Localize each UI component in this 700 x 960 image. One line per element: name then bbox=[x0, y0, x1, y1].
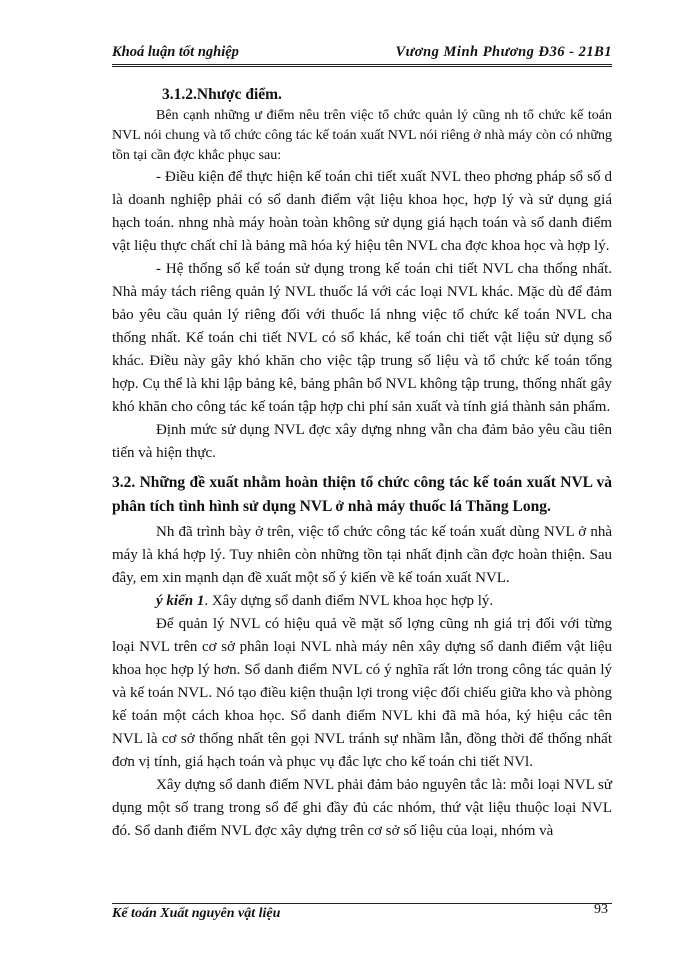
footer-title: Kế toán Xuất nguyên vật liệu bbox=[112, 906, 281, 921]
section-3-1-2-heading: 3.1.2.Nhược điểm. bbox=[162, 86, 282, 103]
footer-rule bbox=[112, 903, 612, 904]
header-double-rule bbox=[112, 64, 612, 67]
section-3-2-intro: Nh đã trình bày ở trên, việc tổ chức công tác kế toán xuất dùng NVL ở nhà máy là khá hợp lý. Tuy nhiên còn những tồn tại nhất định cần đợc hoàn thiện. Sau đây, em xin mạnh dạn đề xuất một số ý kiến về kế toán xuất NVL. bbox=[112, 524, 612, 586]
page-body bbox=[112, 84, 612, 843]
idea-1-title bbox=[112, 590, 612, 613]
idea-1-paragraph-2: Xây dựng sổ danh điểm NVL phải đảm bảo nguyên tắc là: mỗi loại NVL sử dụng một số trang trong sổ để ghi đầy đủ các nhóm, thứ vật liệu thuộc loại NVL đó. Sổ danh điểm NVL đợc xây dựng trên cơ sở số liệu của loại, nhóm và bbox=[112, 777, 612, 839]
header-thesis-label: Khoá luận tốt nghiệp bbox=[112, 44, 239, 60]
header-author-class: Vương Minh Phương Đ36 - 21B1 bbox=[395, 44, 612, 60]
section-3-1-2-point-1: - Điều kiện để thực hiện kế toán chi tiết xuất NVL theo phơng pháp sổ số d là doanh nghiệp phải có sổ danh điểm vật liệu khoa học, hợp lý và sử dụng giá hạch toán. nhng nhà máy hoàn toàn không sử dụng giá hạch toán và sổ danh điểm vật liệu thực chất chỉ là bảng mã hóa ký hiệu tên NVL cha đợc khoa học và hợp lý. bbox=[112, 169, 612, 254]
section-3-1-2-point-2: - Hệ thống sổ kế toán sử dụng trong kế toán chi tiết NVL cha thống nhất. Nhà máy tách riêng quản lý NVL thuốc lá với các loại NVL khác. Mặc dù để đảm bảo yêu cầu quản lý riêng đối với thuốc lá nhng việc tổ chức kế toán NVL cha thống nhất. Kế toán chi tiết NVL có sổ khác, kế toán chi tiết vật liệu sử dụng sổ khác. Điều này gây khó khăn cho việc tập trung số liệu và tổ chức kế toán tổng hợp. Cụ thể là khi lập bảng kê, bảng phân bổ NVL không tập trung, thống nhất gây khó khăn cho công tác kế toán tập hợp chi phí sản xuất và tính giá thành sản phẩm. bbox=[112, 261, 612, 415]
page-header bbox=[112, 40, 612, 64]
section-3-1-2-intro: Bên cạnh những ư điểm nêu trên việc tổ chức quản lý cũng nh tổ chức kế toán NVL nói chung và tổ chức công tác kế toán xuất NVL nói riêng ở nhà máy còn có những tồn tại cần đợc khắc phục sau: bbox=[112, 108, 612, 163]
page-number: 93 bbox=[594, 902, 608, 917]
section-3-2-heading: 3.2. Những đề xuất nhằm hoàn thiện tổ chức công tác kế toán xuất NVL và phân tích tình hình sử dụng NVL ở nhà máy thuốc lá Thăng Long. bbox=[112, 474, 612, 515]
section-3-1-2-point-3: Định mức sử dụng NVL đợc xây dựng nhng vẫn cha đảm bảo yêu cầu tiên tiến và hiện thực. bbox=[112, 422, 612, 461]
idea-1-lead: ý kiến 1 bbox=[156, 593, 205, 609]
idea-1-text: . Xây dựng sổ danh điểm NVL khoa học hợp lý. bbox=[204, 593, 494, 609]
idea-1-paragraph-1: Để quản lý NVL có hiệu quả về mặt số lợng cũng nh giá trị đối với từng loại NVL trên cơ sở phân loại NVL nhà máy nên xây dựng sổ danh điểm vật liệu khoa học hợp lý hơn. Sổ danh điểm NVL có ý nghĩa rất lớn trong công tác quản lý và kế toán NVL. Nó tạo điều kiện thuận lợi trong việc đối chiếu giữa kho và phòng kế toán một cách khoa học. Sổ danh điểm NVL khi đã mã hóa, ký hiệu các tên NVL là cơ sở thống nhất tên gọi NVL tránh sự nhầm lẫn, đồng thời để thống nhất đơn vị tính, giá hạch toán và phục vụ đắc lực cho kế toán chi tiết NVl. bbox=[112, 616, 612, 770]
